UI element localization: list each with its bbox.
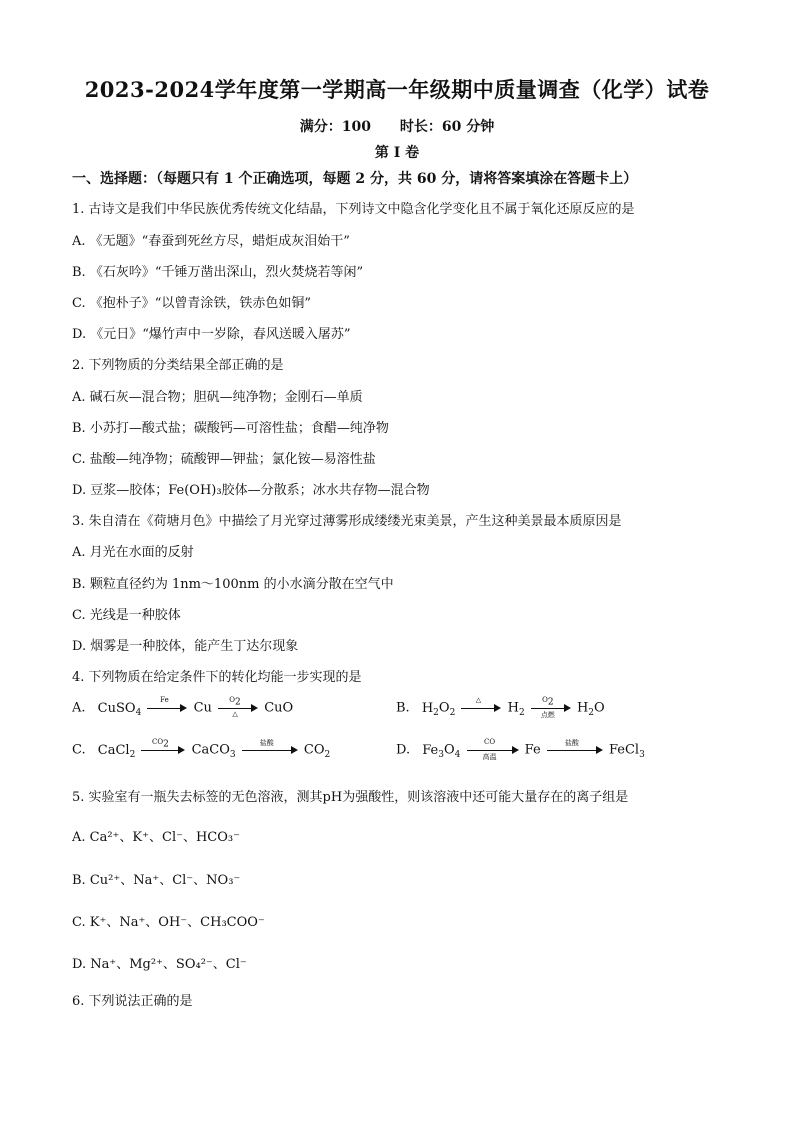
arrow-condition: CO (483, 738, 496, 746)
question-4-option-b (396, 696, 605, 719)
question-3-stem: 3. 朱自清在《荷塘月色》中描绘了月光穿过薄雾形成缕缕光束美景，产生这种美景最本质原因是 (72, 514, 622, 529)
formula-part: CaCO (191, 742, 230, 758)
duration: 时长：60 分钟 (399, 119, 495, 135)
arrow-condition: △ (232, 710, 238, 718)
question-1-stem: 1. 古诗文是我们中华民族优秀传统文化结晶，下列诗文中隐含化学变化且不属于氧化还原反应的是 (72, 202, 635, 217)
formula-subscript: 3 (639, 750, 645, 761)
reaction-arrow (461, 696, 501, 716)
question-5-option-b: B. Cu²⁺、Na⁺、Cl⁻、NO₃⁻ (72, 873, 241, 888)
reaction-arrow (531, 696, 571, 719)
question-4-option-c (72, 738, 331, 761)
question-2-option-d: D. 豆浆—胶体；Fe(OH)₃胶体—分散系；冰水共存物—混合物 (72, 483, 430, 498)
arrow-condition (141, 738, 179, 749)
question-2-option-b: B. 小苏打—酸式盐；碳酸钙—可溶性盐；食醋—纯净物 (72, 421, 389, 436)
question-3-option-a: A. 月光在水面的反射 (72, 545, 194, 560)
question-1-option-a: A. 《无题》“春蚕到死丝方尽，蜡炬成灰泪始干” (72, 234, 350, 249)
condition-text: CO (152, 738, 164, 746)
arrow-condition: 高温 (482, 753, 497, 761)
formula-part: H (576, 700, 589, 716)
question-3-option-d: D. 烟雾是一种胶体，能产生丁达尔现象 (72, 639, 299, 654)
option-label: C. (72, 742, 86, 758)
condition-text: O (542, 696, 548, 704)
question-5-option-d: D. Na⁺、Mg²⁺、SO₄²⁻、Cl⁻ (72, 957, 247, 972)
formula-subscript: 2 (129, 750, 136, 761)
question-1-option-c: C. 《抱朴子》“以曾青涂铁，铁赤色如铜” (72, 296, 312, 311)
question-6-stem: 6. 下列说法正确的是 (72, 994, 193, 1009)
arrow-condition: 点燃 (540, 711, 555, 719)
reaction-arrow (141, 738, 185, 758)
arrow-condition: Fe (160, 696, 169, 704)
formula-part: H (421, 700, 434, 716)
question-5-option-c: C. K⁺、Na⁺、OH⁻、CH₃COO⁻ (72, 915, 265, 930)
arrow-condition: 盐酸 (564, 739, 579, 747)
arrow-condition: △ (475, 696, 482, 704)
formula-part: H (507, 700, 519, 716)
formula-subscript: 3 (229, 750, 236, 761)
volume-label: 第 I 卷 (374, 145, 420, 161)
formula-part: O (438, 700, 450, 716)
question-4-option-a (72, 696, 294, 719)
formula-subscript: 2 (324, 750, 331, 761)
formula-part: CaCl (97, 742, 130, 758)
formula-part: O (443, 742, 455, 758)
option-label: B. (396, 700, 410, 716)
question-4-stem: 4. 下列物质在给定条件下的转化均能一步实现的是 (72, 670, 362, 685)
formula-part: FeCl (608, 742, 640, 758)
option-label: D. (396, 742, 411, 758)
formula-subscript: 2 (449, 708, 456, 719)
reaction-arrow (218, 696, 258, 718)
full-score: 满分：100 (299, 119, 371, 135)
question-1-option-b: B. 《石灰吟》“千锤万凿出深山，烈火焚烧若等闲” (72, 265, 364, 280)
question-3-option-b: B. 颗粒直径约为 1nm～100nm 的小水滴分散在空气中 (72, 577, 394, 592)
formula-part: Fe (524, 742, 541, 758)
arrow-condition (218, 696, 252, 707)
formula-part: CO (303, 742, 325, 758)
question-5-stem: 5. 实验室有一瓶失去标签的无色溶液，测其pH为强酸性，则该溶液中还可能大量存在的离子组是 (72, 790, 629, 805)
condition-text: O (229, 696, 236, 704)
formula-subscript: 2 (588, 708, 595, 719)
formula-part: O (594, 700, 605, 716)
page-title: 2023-2024学年度第一学期高一年级期中质量调查（化学）试卷 (84, 77, 710, 102)
reaction-arrow (147, 696, 187, 716)
condition-subscript: 2 (163, 739, 169, 750)
reaction-arrow (547, 739, 603, 758)
formula-subscript: 2 (433, 708, 439, 719)
exam-info (0, 116, 794, 136)
formula-part: Cu (193, 700, 212, 716)
question-2-option-c: C. 盐酸—纯净物；硫酸钾—钾盐；氯化铵—易溶性盐 (72, 452, 376, 467)
formula-part: CuSO (97, 700, 136, 716)
formula-subscript: 3 (438, 750, 444, 761)
formula-subscript: 4 (135, 708, 142, 719)
reaction-arrow (467, 738, 519, 761)
formula-subscript: 4 (454, 750, 461, 761)
question-2-option-a: A. 碱石灰—混合物；胆矾—纯净物；金刚石—单质 (72, 390, 363, 405)
arrow-condition: 盐酸 (259, 739, 274, 747)
question-2-stem: 2. 下列物质的分类结果全部正确的是 (72, 358, 284, 373)
question-3-option-c: C. 光线是一种胶体 (72, 608, 181, 623)
option-label: A. (72, 700, 86, 716)
condition-subscript: 2 (235, 697, 241, 708)
formula-part: Fe (422, 742, 439, 758)
formula-part: CuO (264, 700, 294, 716)
reaction-arrow (242, 739, 298, 758)
question-1-option-d: D. 《元日》“爆竹声中一岁除，春风送暖入屠苏” (72, 327, 351, 342)
section-heading: 一、选择题：（每题只有 1 个正确选项，每题 2 分，共 60 分，请将答案填涂在答题卡上） (72, 171, 638, 187)
formula-subscript: 2 (518, 708, 525, 719)
question-4-option-d (396, 738, 645, 761)
arrow-condition (531, 696, 565, 707)
condition-subscript: 2 (547, 697, 554, 708)
question-5-option-a: A. Ca²⁺、K⁺、Cl⁻、HCO₃⁻ (72, 830, 240, 845)
